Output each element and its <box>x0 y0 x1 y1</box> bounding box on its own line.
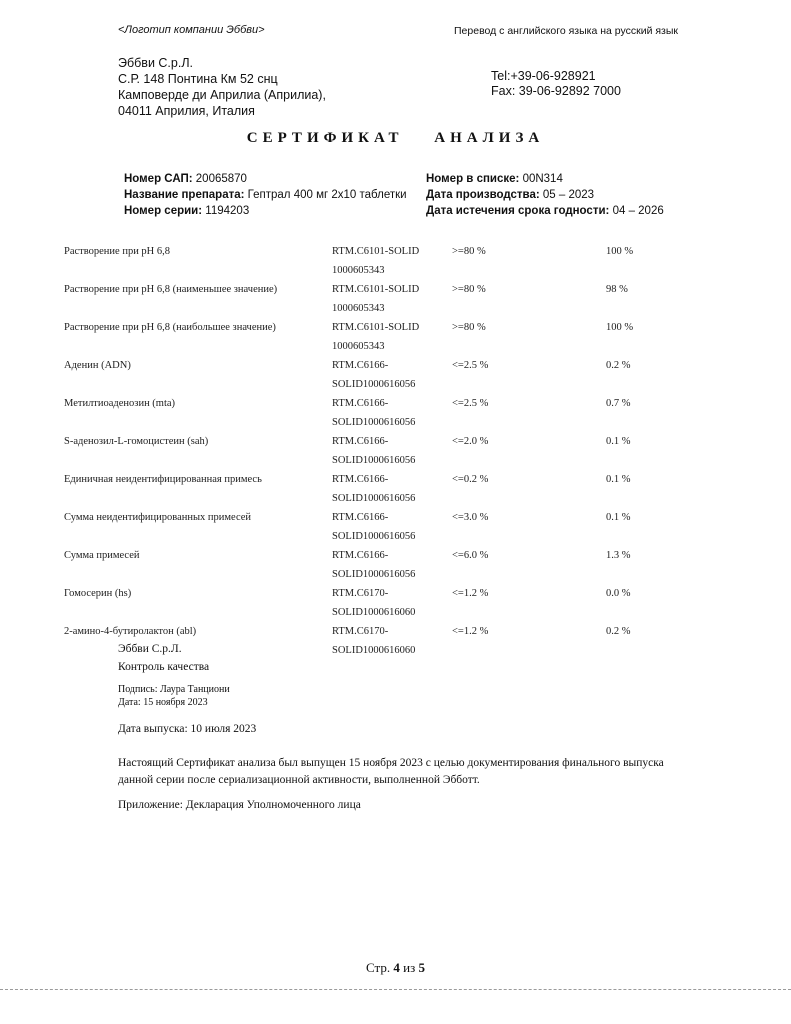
test-name: 2-амино-4-бутиролактон (abl) <box>64 626 197 637</box>
test-method: RTM.C6166- SOLID1000616056 <box>332 512 416 542</box>
test-method: RTM.C6166- SOLID1000616056 <box>332 550 416 580</box>
test-result: 0.1 % <box>606 512 631 523</box>
test-specification: <=2.0 % <box>452 436 489 447</box>
test-specification: <=1.2 % <box>452 626 489 637</box>
test-method: RTM.C6101-SOLID 1000605343 <box>332 246 420 276</box>
company-contacts <box>491 69 621 99</box>
table-row <box>64 318 666 356</box>
signature-date: Дата: 15 ноября 2023 <box>118 697 208 708</box>
test-result: 0.1 % <box>606 436 631 447</box>
test-specification: >=80 % <box>452 246 486 257</box>
document-title: СЕРТИФИКАТ АНАЛИЗА <box>246 130 545 146</box>
table-row <box>64 470 666 508</box>
test-result: 100 % <box>606 322 634 333</box>
test-name: Единичная неидентифицированная примесь <box>64 474 262 485</box>
test-result: 0.7 % <box>606 398 631 409</box>
test-name: Гомосерин (hs) <box>64 588 132 599</box>
company-address-line: Камповерде ди Априлиа (Априлиа), <box>118 88 326 102</box>
quality-control-block <box>118 640 209 676</box>
test-name: Сумма неидентифицированных примесей <box>64 512 252 523</box>
translation-note: Перевод с английского языка на русский язык <box>454 25 679 37</box>
table-row <box>64 394 666 432</box>
production-date: Дата производства: 05 – 2023 <box>426 189 595 201</box>
test-result: 100 % <box>606 246 634 257</box>
table-row <box>64 432 666 470</box>
table-row <box>64 242 666 280</box>
expiry-date: Дата истечения срока годности: 04 – 2026 <box>426 205 664 217</box>
test-specification: <=0.2 % <box>452 474 489 485</box>
test-result: 1.3 % <box>606 550 631 561</box>
table-row <box>64 280 666 318</box>
test-method: RTM.C6101-SOLID 1000605343 <box>332 322 420 352</box>
signature-line: Подпись: Лаура Танциони <box>118 684 230 695</box>
test-specification: <=3.0 % <box>452 512 489 523</box>
release-statement: Настоящий Сертификат анализа был выпущен 15 ноября 2023 с целью документирования финального выпуска данной серии после сериализационной активности, выполненной Эбботт. <box>118 757 664 786</box>
test-method: RTM.C6170- SOLID1000616060 <box>332 588 416 618</box>
table-row <box>64 356 666 394</box>
test-method: RTM.C6166- SOLID1000616056 <box>332 398 416 428</box>
company-address-line: 04011 Априлия, Италия <box>118 104 255 118</box>
test-name: Растворение при рН 6,8 <box>64 246 171 257</box>
company-name: Эббви С.р.Л. <box>118 56 193 70</box>
test-result: 0.1 % <box>606 474 631 485</box>
test-method: RTM.C6166- SOLID1000616056 <box>332 474 416 504</box>
test-result: 0.2 % <box>606 626 631 637</box>
product-name: Название препарата: Гептрал 400 мг 2х10 таблетки <box>124 189 407 201</box>
test-specification: >=80 % <box>452 322 486 333</box>
company-phone: Tel:+39-06-928921 <box>491 69 596 83</box>
footer-company: Эббви С.р.Л. <box>118 643 182 655</box>
company-address-block <box>118 55 326 119</box>
table-row <box>64 584 666 622</box>
test-name: Метилтиоаденозин (mta) <box>64 398 176 409</box>
release-date: Дата выпуска: 10 июля 2023 <box>118 723 257 735</box>
test-method: RTM.C6166- SOLID1000616056 <box>332 360 416 390</box>
company-fax: Fax: 39-06-92892 7000 <box>491 84 621 98</box>
company-logo-placeholder: <Логотип компании Эббви> <box>118 24 265 36</box>
test-name: Аденин (ADN) <box>64 360 131 371</box>
test-name: Растворение при рН 6,8 (наименьшее значение) <box>64 284 278 295</box>
test-name: S-аденозил-L-гомоцистеин (sah) <box>64 436 209 447</box>
product-meta-right <box>426 171 664 219</box>
test-specification: >=80 % <box>452 284 486 295</box>
list-number: Номер в списке: 00N314 <box>426 173 563 185</box>
test-name: Растворение при рН 6,8 (наибольшее значение) <box>64 322 276 333</box>
test-result: 0.2 % <box>606 360 631 371</box>
batch-number: Номер серии: 1194203 <box>124 205 250 217</box>
test-method: RTM.C6166- SOLID1000616056 <box>332 436 416 466</box>
test-method: RTM.C6170- SOLID1000616060 <box>332 626 416 656</box>
page-number: Стр. 4 из 5 <box>366 960 425 975</box>
company-address-line: С.Р. 148 Понтина Км 52 снц <box>118 72 278 86</box>
footer-department: Контроль качества <box>118 661 210 673</box>
page-divider <box>0 989 791 990</box>
test-specification: <=6.0 % <box>452 550 489 561</box>
annex-note: Приложение: Декларация Уполномоченного лица <box>118 799 361 811</box>
test-specification: <=2.5 % <box>452 360 489 371</box>
test-specification: <=2.5 % <box>452 398 489 409</box>
test-result: 0.0 % <box>606 588 631 599</box>
table-row <box>64 508 666 546</box>
sap-number: Номер САП: 20065870 <box>124 173 247 185</box>
analysis-results-table <box>64 242 666 660</box>
product-meta-left <box>124 171 407 219</box>
analysis-results-body <box>64 242 666 660</box>
test-specification: <=1.2 % <box>452 588 489 599</box>
signature-block <box>118 683 230 709</box>
test-method: RTM.C6101-SOLID 1000605343 <box>332 284 420 314</box>
test-name: Сумма примесей <box>64 550 140 561</box>
table-row <box>64 546 666 584</box>
test-result: 98 % <box>606 284 628 295</box>
